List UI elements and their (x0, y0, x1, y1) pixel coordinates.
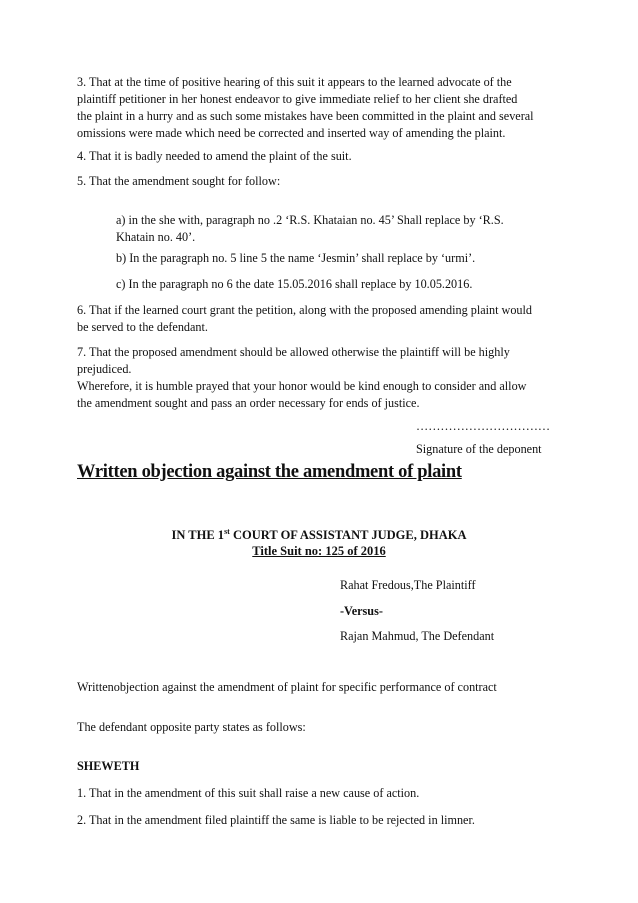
paragraph-6 (77, 302, 567, 336)
objection-point-1: 1. That in the amendment of this suit shall raise a new cause of action. (77, 786, 420, 800)
versus-label: -Versus- (340, 604, 383, 618)
wherefore-line: Wherefore, it is humble prayed that your honor would be kind enough to consider and allow (77, 379, 527, 393)
defendant-name: Rajan Mahmud, The Defendant (340, 629, 495, 643)
paragraph-line: 6. That if the learned court grant the petition, along with the proposed amending plaint would (77, 303, 533, 317)
amendment-item-a (116, 212, 556, 246)
item-line: Khatain no. 40’. (116, 230, 196, 244)
signature-label: Signature of the deponent (416, 442, 542, 456)
court-name (0, 527, 638, 544)
states-line: The defendant opposite party states as follows: (77, 720, 306, 734)
court-ordinal: st (224, 526, 230, 536)
objection-point-2: 2. That in the amendment filed plaintiff the same is liable to be rejected in limner. (77, 813, 475, 827)
signature-line: …………………………… (416, 419, 551, 433)
paragraph-5: 5. That the amendment sought for follow: (77, 174, 281, 188)
paragraph-4: 4. That it is badly needed to amend the plaint of the suit. (77, 149, 352, 163)
plaintiff-name: Rahat Fredous,The Plaintiff (340, 578, 476, 592)
amendment-item-c: c) In the paragraph no 6 the date 15.05.2016 shall replace by 10.05.2016. (116, 277, 473, 291)
paragraph-7 (77, 344, 567, 412)
wherefore-line: the amendment sought and pass an order necessary for ends of justice. (77, 396, 420, 410)
amendment-item-b: b) In the paragraph no. 5 line 5 the name ‘Jesmin’ shall replace by ‘urmi’. (116, 251, 476, 265)
item-line: a) in the she with, paragraph no .2 ‘R.S. Khataian no. 45’ Shall replace by ‘R.S. (116, 213, 504, 227)
paragraph-line: 7. That the proposed amendment should be allowed otherwise the plaintiff will be highly (77, 345, 510, 359)
paragraph-line: prejudiced. (77, 362, 132, 376)
sheweth-heading: SHEWETH (77, 759, 140, 773)
court-suffix: COURT OF ASSISTANT JUDGE, DHAKA (229, 528, 467, 542)
section-heading: Written objection against the amendment of plaint (77, 462, 462, 482)
court-prefix: IN THE 1 (171, 528, 225, 542)
paragraph-3 (77, 74, 567, 142)
paragraph-line: the plaint in a hurry and as such some mistakes have been committed in the plaint and several (77, 109, 534, 123)
paragraph-line: omissions were made which need be corrected and inserted way of amending the plaint. (77, 126, 506, 140)
paragraph-line: plaintiff petitioner in her honest endeavor to give immediate relief to her client she drafted (77, 92, 518, 106)
objection-line: Writtenobjection against the amendment of plaint for specific performance of contract (77, 680, 497, 694)
suit-title (0, 543, 638, 560)
paragraph-line: 3. That at the time of positive hearing of this suit it appears to the learned advocate of the (77, 75, 512, 89)
suit-number: Title Suit no: 125 of 2016 (252, 544, 386, 558)
paragraph-line: be served to the defendant. (77, 320, 208, 334)
